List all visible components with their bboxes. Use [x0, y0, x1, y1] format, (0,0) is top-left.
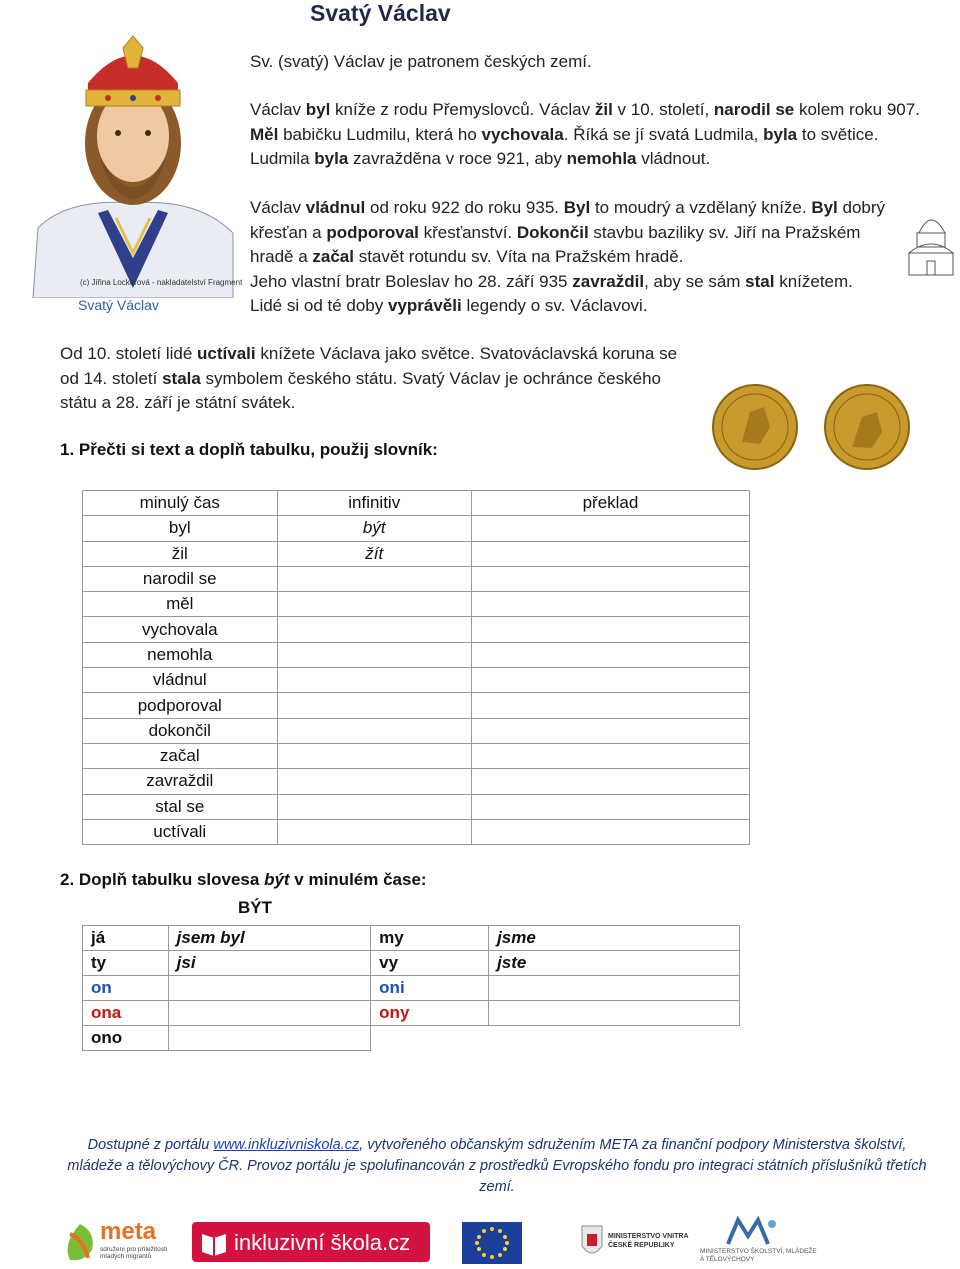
- table-row: já jsem byl my jsme: [83, 926, 740, 951]
- book-icon: [200, 1228, 228, 1256]
- table-row: podporoval: [83, 693, 750, 718]
- page-title: Svatý Václav: [310, 0, 451, 26]
- paragraph-legacy: Od 10. století lidé uctívali knížete Václava jako světce. Svatováclavská koruna se od 14. století stala symbolem českého státu. Svatý Václav je ochránce českého státu a 28. září je státní svátek.: [60, 344, 678, 412]
- table-row: byl být: [83, 516, 750, 541]
- byt-table-title: BÝT: [238, 898, 272, 917]
- table-row: ono: [83, 1026, 740, 1051]
- table-row: uctívali: [83, 819, 750, 844]
- column-header-past-tense: minulý čas: [83, 491, 278, 516]
- coin-images: [712, 382, 922, 472]
- column-header-translation: překlad: [471, 491, 749, 516]
- portrait-caption: Svatý Václav: [78, 297, 159, 313]
- task-2-heading: 2. Doplň tabulku slovesa být v minulém čase:: [60, 870, 427, 889]
- table-row: měl: [83, 592, 750, 617]
- msmt-emblem-icon: [724, 1216, 780, 1246]
- task-1-heading: 1. Přečti si text a doplň tabulku, použij slovník:: [60, 440, 438, 459]
- image-credit: (c) Jiřina Lockerová - nakladatelství Fragment: [80, 278, 243, 287]
- table-row: začal: [83, 743, 750, 768]
- table-row: vychovala: [83, 617, 750, 642]
- saint-wenceslas-portrait: [28, 28, 238, 298]
- table-row: narodil se: [83, 566, 750, 591]
- table-row: ty jsi vy jste: [83, 951, 740, 976]
- lion-emblem-icon: [580, 1224, 604, 1260]
- intro-text: Sv. (svatý) Václav je patronem českých zemí.: [250, 52, 592, 71]
- table-row: žil žít: [83, 541, 750, 566]
- table-row: ona ony: [83, 1001, 740, 1026]
- byt-conjugation-table: [82, 925, 740, 1051]
- meta-leaf-icon: [62, 1222, 98, 1264]
- verb-table: [82, 490, 750, 845]
- column-header-infinitive: infinitiv: [277, 491, 471, 516]
- eu-flag-logo: [462, 1222, 574, 1264]
- footer-text: Dostupné z portálu www.inkluzivniskola.cz, vytvořeného občanským sdružením META za finanční podpory Ministerstva školství, mládeže a tělovýchovy ČR. Provoz portálu je spolufinancován z prostředků Evropského fondu pro integraci státních příslušníků třetích zemí.: [67, 1137, 927, 1195]
- table-row: stal se: [83, 794, 750, 819]
- table-row: zavraždil: [83, 769, 750, 794]
- table-row: dokončil: [83, 718, 750, 743]
- paragraph-reign: Václav vládnul od roku 922 do roku 935. Byl to moudrý a vzdělaný kníže. Byl dobrý křesťan a podporoval křesťanství. Dokončil stavbu baziliky sv. Jiří na Pražském hradě a začal stavět rotundu sv. Víta na Pražském hradě. Jeho vlastní bratr Boleslav ho 28. září 935 zavraždil, aby se sám stal knížetem. Lidé si od té doby vyprávěli legendy o sv. Václavovi.: [250, 198, 886, 315]
- table-row: nemohla: [83, 642, 750, 667]
- meta-logo: meta sdružení pro příležitosti mladých migrantů: [62, 1222, 182, 1264]
- table-row: on oni: [83, 976, 740, 1001]
- inkluzivni-skola-logo: inkluzivní škola.cz: [192, 1222, 430, 1262]
- paragraph-life: Václav byl kníže z rodu Přemyslovců. Václav žil v 10. století, narodil se kolem roku 907. Měl babičku Ludmilu, která ho vychovala. Říká se jí svatá Ludmila, byla to světice. Ludmila byla zavražděna v roce 921, aby nemohla vládnout.: [250, 100, 920, 168]
- table-row: vládnul: [83, 668, 750, 693]
- portal-link[interactable]: www.inkluzivniskola.cz: [213, 1137, 360, 1153]
- rotunda-drawing: [905, 205, 957, 285]
- ministerstvo-vnitra-logo: MINISTERSTVO VNITRA ČESKÉ REPUBLIKY: [580, 1222, 710, 1264]
- eu-flag-icon: [462, 1222, 574, 1264]
- msmt-logo: MINISTERSTVO ŠKOLSTVÍ, MLÁDEŽE A TĚLOVÝCHOVY: [700, 1216, 820, 1266]
